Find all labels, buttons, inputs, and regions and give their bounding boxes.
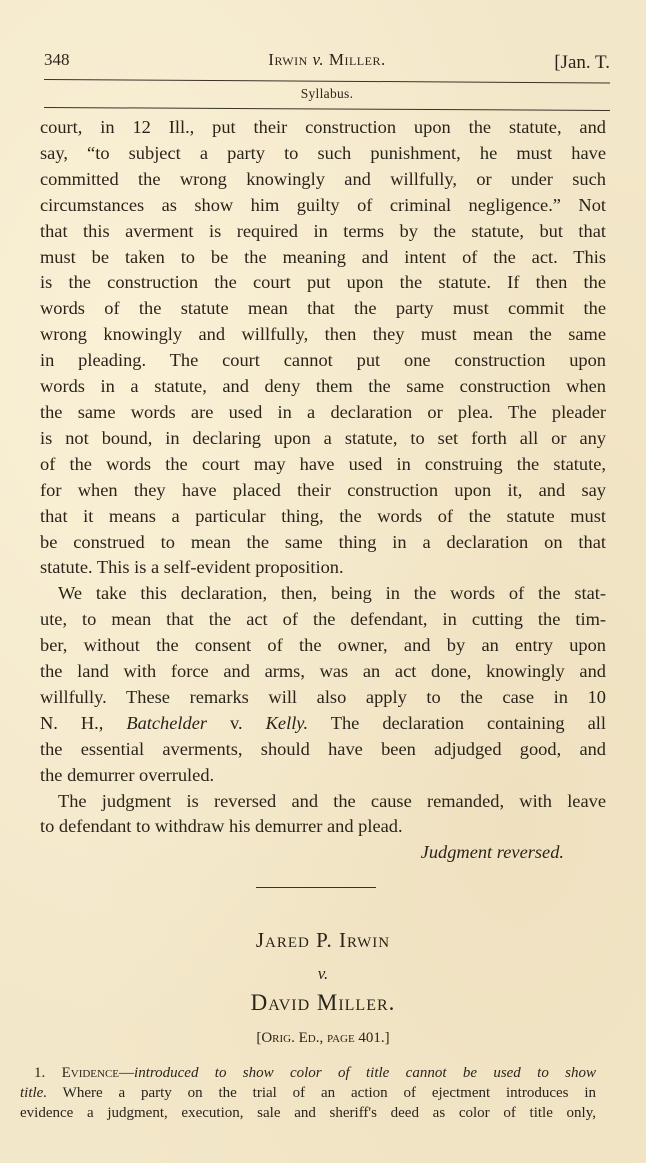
headnote-line [20, 1063, 596, 1083]
text-line: that it means a particular thing, the words of the statute must [40, 505, 606, 526]
citation-reporter: N. H., [40, 712, 104, 733]
paragraph-2 [40, 581, 606, 788]
text-line: be construed to mean the same thing in a declaration on that [40, 531, 606, 552]
text-line: the demurrer overruled. [40, 764, 215, 785]
headnote-number: 1. [34, 1065, 46, 1081]
text-line: in pleading. The court cannot put one construction upon [40, 350, 606, 371]
case-separator-rule [256, 887, 376, 888]
text-line: committed the wrong knowingly and willfully, or under such [40, 168, 606, 189]
text-line: to defendant to withdraw his demurrer and plead. [40, 816, 403, 837]
paragraph-1 [40, 115, 606, 581]
running-title-v: v. [312, 50, 325, 69]
text-line: the land with force and arms, was an act done, knowingly and [40, 661, 606, 682]
running-head [44, 50, 610, 78]
opinion-body [40, 115, 606, 840]
syllabus-headnote [20, 1063, 596, 1123]
text-line: willfully. These remarks will also apply to the case in 10 [40, 686, 606, 707]
headnote-line [20, 1083, 596, 1103]
text-line: for when they have placed their construction upon it, and say [40, 479, 606, 500]
headnote-text: Where a party on the trial of an action of ejectment introduces in [62, 1085, 596, 1101]
running-title-plaintiff: Irwin [268, 50, 308, 69]
headnote-summary-end: title. [20, 1085, 48, 1101]
headnote-dash: — [119, 1065, 135, 1081]
case-title-defendant: David Miller. [250, 990, 396, 1015]
case-name-plaintiff: Batchelder [126, 712, 208, 733]
text-line: that this averment is required in terms by the statute, but that [40, 220, 606, 241]
text-line: of the words the court may have used in construing the statute, [40, 453, 606, 474]
case-title-versus: v. [317, 964, 329, 983]
case-title-plaintiff: Jared P. Irwin [255, 928, 391, 952]
original-edition-reference: [Orig. Ed., page 401.] [256, 1030, 390, 1046]
headnote-line: evidence a judgment, execution, sale and sheriff's deed as color of title only, [20, 1105, 596, 1121]
judgment-signoff: Judgment reversed. [420, 842, 564, 862]
citation-suffix: The declaration containing all [330, 712, 607, 733]
citation-line [40, 711, 606, 737]
text-line: the same words are used in a declaration or plea. The pleader [40, 401, 606, 422]
text-line: must be taken to be the meaning and intent of the act. This [40, 246, 606, 267]
term-label: [Jan. T. [554, 52, 610, 73]
headnote-topic: Evidence [61, 1065, 120, 1081]
case-name-v: v. [230, 712, 243, 733]
header-rule-bottom [44, 107, 610, 111]
text-line: is the construction the court put upon the statute. If then the [40, 272, 606, 293]
text-line: the essential averments, should have been adjudged good, and [40, 738, 606, 759]
text-line: statute. This is a self-evident proposition. [40, 557, 344, 578]
case-name-defendant: Kelly. [265, 712, 309, 733]
text-line: court, in 12 Ill., put their construction upon the statute, and [40, 117, 606, 137]
header-rule-top [44, 79, 610, 83]
text-line: is not bound, in declaring upon a statute, to set forth all or any [40, 427, 606, 448]
text-line: words in a statute, and deny them the same construction when [40, 376, 606, 397]
text-line: say, “to subject a party to such punishment, he must have [40, 142, 606, 163]
headnote-summary: introduced to show color of title cannot be used to show [134, 1065, 596, 1081]
text-line: ber, without the consent of the owner, and by an entry upon [40, 635, 606, 656]
text-line: wrong knowingly and willfully, then they must mean the same [40, 324, 606, 345]
text-line: words of the statute mean that the party must commit the [40, 298, 606, 319]
text-line: We take this declaration, then, being in the words of the stat- [58, 583, 606, 604]
text-line: ute, to mean that the act of the defendant, in cutting the tim- [40, 609, 606, 630]
running-title [44, 50, 610, 70]
text-line: The judgment is reversed and the cause remanded, with leave [58, 790, 606, 811]
running-title-defendant: Miller. [328, 50, 386, 69]
text-line: circumstances as show him guilty of criminal negligence.” Not [40, 194, 606, 215]
section-label: Syllabus. [300, 86, 354, 101]
paragraph-3 [40, 789, 606, 841]
page-number: 348 [44, 50, 70, 69]
